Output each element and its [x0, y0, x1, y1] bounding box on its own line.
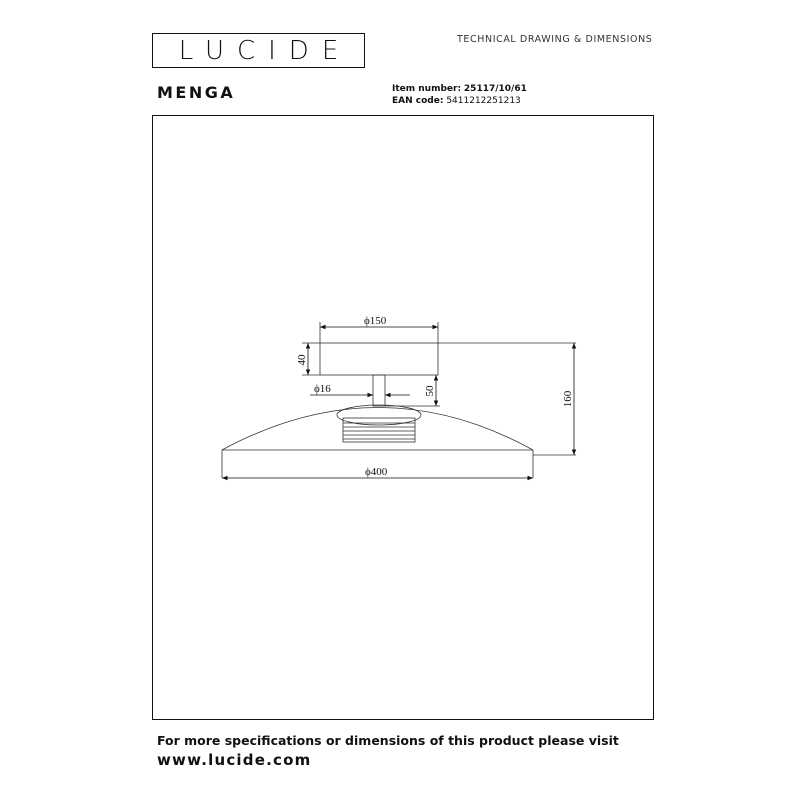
lamp-holder	[343, 418, 415, 442]
dim-stem-height: 50	[424, 385, 436, 397]
dim-total-height: 160	[562, 390, 574, 408]
item-number-value: 25117/10/61	[463, 84, 527, 94]
footer-text: For more specifications or dimensions of this product please visit	[157, 733, 619, 748]
stem	[373, 375, 385, 406]
website-link[interactable]: www.lucide.com	[157, 751, 312, 769]
dim-shade-diameter: ϕ400	[365, 466, 388, 478]
lamp-holder-top	[337, 405, 421, 425]
shade-outline	[222, 408, 533, 451]
dim-base-diameter: ϕ150	[364, 315, 387, 327]
ceiling-base	[320, 343, 438, 375]
product-name: MENGA	[157, 83, 236, 102]
ean-value: 5411212251213	[446, 96, 521, 106]
ean-label: EAN code:	[392, 96, 444, 106]
brand-logo: LUCIDE	[152, 33, 365, 68]
dim-base-height: 40	[296, 354, 308, 366]
dim-stem-diameter: ϕ16	[314, 383, 331, 395]
item-number-label: Item number:	[392, 84, 462, 94]
document-type: TECHNICAL DRAWING & DIMENSIONS	[457, 34, 653, 45]
